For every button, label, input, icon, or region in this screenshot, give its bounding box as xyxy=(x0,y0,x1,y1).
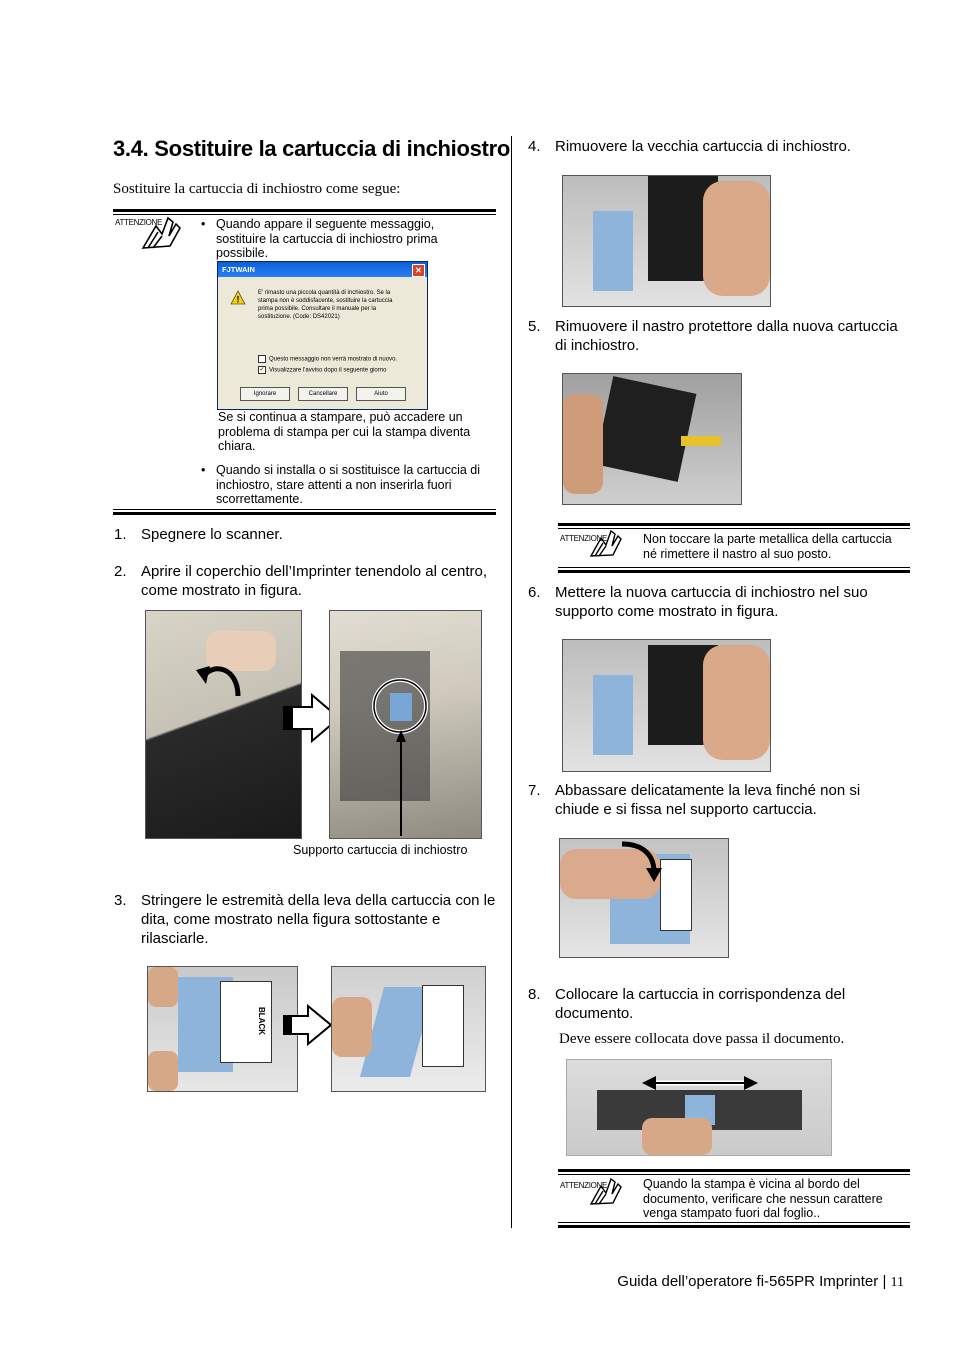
step-3: 3. Stringere le estremità della leva della cartuccia con le dita, come mostrato nella figura sottostante e rilasciarle. xyxy=(114,892,496,947)
dialog-checkbox-label: Questo messaggio non verrà mostrato di nuovo. xyxy=(269,356,398,363)
step-7: 7. Abbassare delicatamente la leva finché non si chiude e si fissa nel supporto cartuccia. xyxy=(528,782,861,818)
attention-bottom-rule xyxy=(113,509,496,510)
low-ink-dialog xyxy=(217,261,428,410)
cartridge-holder xyxy=(593,211,633,291)
dialog-ignore-button[interactable]: Ignorare xyxy=(240,387,290,401)
arrow-rotate-icon xyxy=(194,656,244,701)
arrow-rotate-icon xyxy=(616,838,662,882)
step-8: 8. Collocare la cartuccia in corrispondenza del documento. xyxy=(528,986,846,1022)
attention-top-rule xyxy=(558,523,910,526)
hand-shape xyxy=(642,1118,712,1155)
step-6: 6. Mettere la nuova cartuccia di inchiostro nel suo supporto come mostrato in figura. xyxy=(528,584,868,620)
dialog-cancel-button[interactable]: Cancellare xyxy=(298,387,348,401)
step-1: 1. Spegnere lo scanner. xyxy=(114,526,283,543)
dialog-titlebar xyxy=(218,262,427,277)
dialog-checkbox-remind[interactable]: ✓ Visualizzare l'avviso dopo il seguente giorno xyxy=(259,367,387,374)
finger-bottom xyxy=(148,1051,178,1091)
cartridge-body xyxy=(660,859,692,931)
attention2-text: Non toccare la parte metallica della cartuccia né rimettere il nastro al suo posto. xyxy=(643,532,892,561)
photo-remove-tape xyxy=(562,373,742,505)
step-4: 4. Rimuovere la vecchia cartuccia di inchiostro. xyxy=(528,138,851,155)
new-cartridge xyxy=(595,376,697,482)
finger-top xyxy=(148,967,178,1007)
attention3-text: Quando la stampa è vicina al bordo del documento, verificare che nessun carattere venga stampato fuori dal foglio.. xyxy=(643,1177,883,1220)
photo-remove-old-cartridge xyxy=(562,175,771,307)
attention1-after-dialog: Se si continua a stampare, può accadere un problema di stampa per cui la stampa diventa chiara. xyxy=(218,410,471,453)
attention-label: ATTENZIONE xyxy=(560,534,608,543)
photo-squeeze-lever xyxy=(147,966,298,1092)
step8-sub: Deve essere collocata dove passa il documento. xyxy=(559,1031,845,1047)
step-2: 2. Aprire il coperchio dell’Imprinter tenendolo al centro, come mostrato in figura. xyxy=(114,563,488,599)
photo-insert-new-cartridge xyxy=(562,639,771,772)
dialog-checkbox-label: Visualizzare l'avviso dopo il seguente giorno xyxy=(269,367,387,374)
attention-top-rule xyxy=(558,1169,910,1172)
attention-label: ATTENZIONE xyxy=(115,218,163,227)
protective-tape xyxy=(681,436,721,446)
footer-separator: | xyxy=(882,1273,887,1290)
callout-circle-arrow xyxy=(370,678,434,838)
figure2-caption: Supporto cartuccia di inchiostro xyxy=(293,843,468,857)
cartridge-label: BLACK xyxy=(257,1007,266,1035)
attention-hand-icon xyxy=(588,1176,624,1206)
section-intro: Sostituire la cartuccia di inchiostro come segue: xyxy=(113,181,401,197)
svg-text:!: ! xyxy=(236,294,240,305)
step-5: 5. Rimuovere il nastro protettore dalla nuova cartuccia di inchiostro. xyxy=(528,318,898,354)
close-icon[interactable]: ✕ xyxy=(412,264,425,277)
dialog-title: FJTWAIN xyxy=(222,265,255,274)
arrow-double-icon xyxy=(640,1074,760,1092)
attention1-bullet2: • Quando si installa o si sostituisce la cartuccia di inchiostro, stare attenti a non inserirla fuori scorrettamente. xyxy=(201,463,481,506)
attention-bottom-rule xyxy=(558,567,910,568)
section-title: 3.4. Sostituire la cartuccia di inchiostro xyxy=(113,136,510,161)
photo-scanner-closed xyxy=(145,610,302,839)
photo-lever-released xyxy=(331,966,486,1092)
dialog-help-button[interactable]: Aiuto xyxy=(356,387,406,401)
hand-shape xyxy=(703,181,770,296)
attention-top-rule xyxy=(113,209,496,212)
cartridge-body xyxy=(422,985,464,1067)
dialog-message: E' rimasto una piccola quantità di inchiostro. Se la stampa non è soddisfacente, sostituire la cartuccia prima possibile. Consultare il manuale per la sostituzione. (Code: DS42021) xyxy=(258,290,393,320)
attention-hand-icon xyxy=(140,214,182,250)
page-number: 11 xyxy=(890,1275,904,1290)
cartridge-holder xyxy=(593,675,633,755)
column-divider xyxy=(511,136,512,1228)
finger xyxy=(332,997,372,1057)
attention-label: ATTENZIONE xyxy=(560,1181,608,1190)
footer-guide-title: Guida dell’operatore fi-565PR Imprinter xyxy=(617,1273,879,1290)
hand-shape xyxy=(563,394,603,494)
hand-shape xyxy=(703,645,770,760)
page-footer xyxy=(617,1273,904,1291)
arrow-right-icon xyxy=(282,1004,334,1046)
warning-icon xyxy=(230,290,246,305)
attention1-bullet1: • Quando appare il seguente messaggio, sostituire la cartuccia di inchiostro prima possibile. xyxy=(201,217,438,260)
attention-bottom-rule xyxy=(558,1222,910,1223)
attention-hand-icon xyxy=(588,528,624,558)
dialog-checkbox-dont-show[interactable] xyxy=(258,355,397,363)
